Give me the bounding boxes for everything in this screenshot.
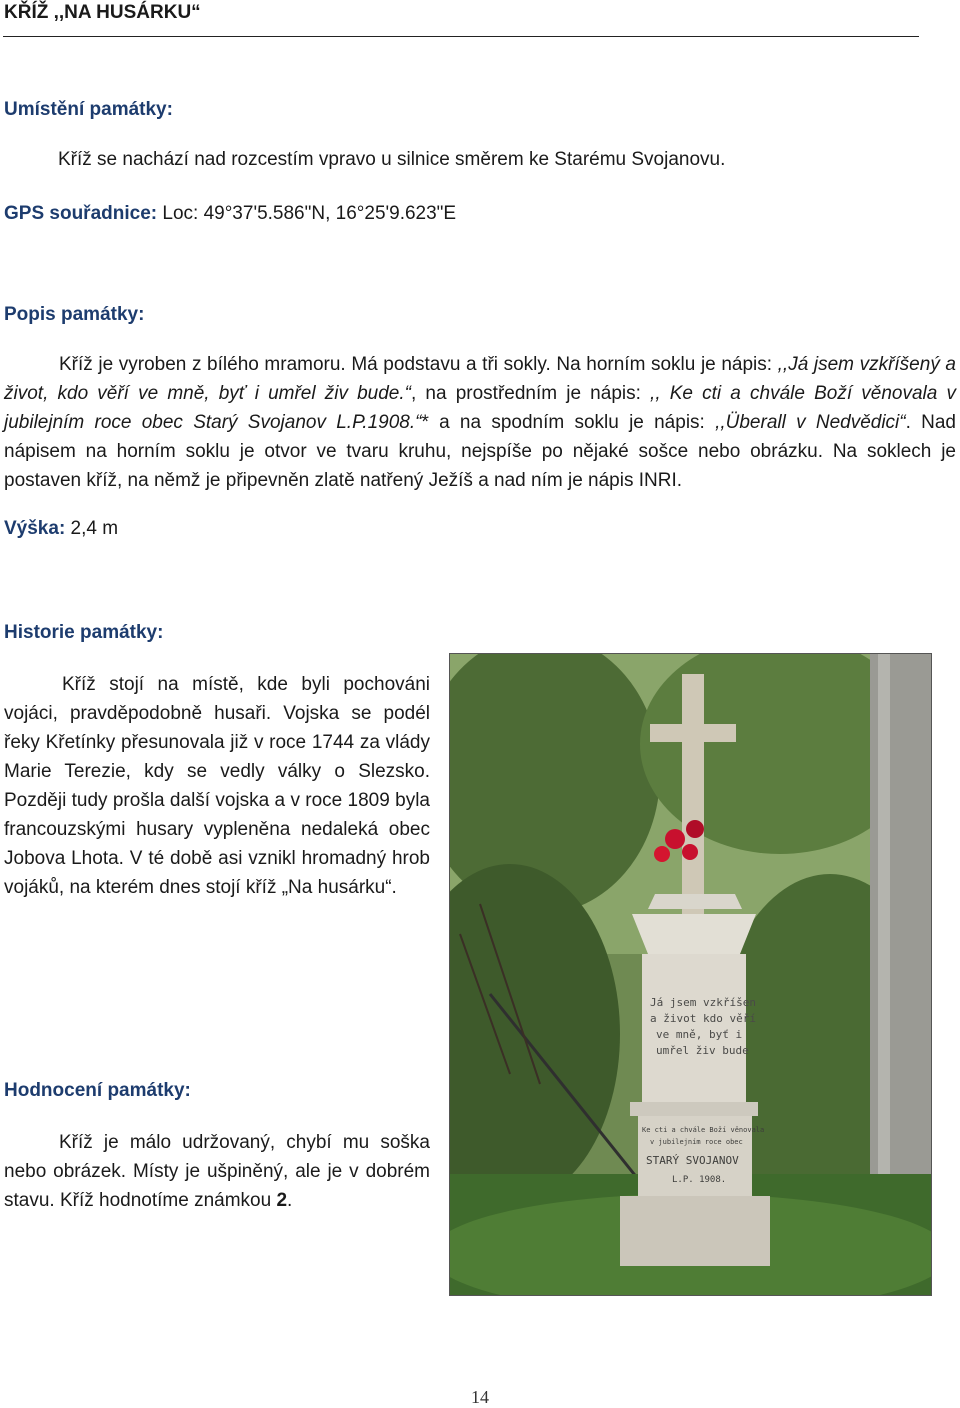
description-text [4, 350, 956, 495]
location-heading: Umístění památky: [4, 99, 173, 120]
gps-label: GPS souřadnice: [4, 203, 158, 224]
rating-body: Kříž je málo udržovaný, chybí mu soška nebo obrázek. Místy je ušpiněný, ale je v dobrém stavu. Kříž hodnotíme známkou [4, 1132, 430, 1211]
gps-line [4, 203, 456, 225]
height-value: 2,4 m [65, 518, 119, 539]
cross-photo-illustration [450, 654, 931, 1295]
description-part-3: * a na spodním soklu je nápis: [421, 412, 716, 433]
description-part-4: . Nad nápisem na horním soklu je otvor ve tvaru kruhu, nejspíše po nějaké sošce nebo obrázku. Na soklech je postaven kříž, na němž je připevněn zlatě natřený Ježíš a nad ním je nápis INRI. [4, 412, 957, 491]
red-flower-4 [682, 844, 698, 860]
upper-inscription-line: ve mně, byť i [656, 1028, 743, 1041]
description-part-2: , na prostředním je nápis: [410, 383, 651, 404]
middle-inscription-line: STARÝ SVOJANOV [646, 1154, 739, 1167]
upper-block-top [632, 914, 756, 954]
upper-inscription-line: umřel živ bude [656, 1044, 749, 1057]
red-flower [665, 829, 685, 849]
red-flower-3 [654, 846, 670, 862]
middle-inscription-quote: ,, Ke cti a chvále Boží věnovala v jubilejním roce obec Starý Svojanov L.P.1908.“ [4, 383, 956, 433]
height-label: Výška: [4, 518, 66, 539]
middle-inscription-line: L.P. 1908. [672, 1175, 727, 1185]
location-text: Kříž se nachází nad rozcestím vpravo u silnice směrem ke Starému Svojanovu. [58, 149, 726, 170]
red-flower-2 [686, 820, 704, 838]
cap-stone [648, 894, 742, 909]
history-text: Kříž stojí na místě, kde byli pochováni vojáci, pravděpodobně husaři. Vojska se podél řeky Křetínky přesunovala již v roce 1744 za vlády Marie Terezie, kdy se vedly války o Slezsko. Později tudy prošla další vojska a v roce 1809 byla francouzskými husary vypleněna nedaleká obec Jobova Lhota. V té době asi vznikl hromadný hrob vojáků, na kterém dnes stojí kříž „Na husárku“. [4, 674, 430, 898]
rating-heading: Hodnocení památky: [4, 1080, 191, 1101]
lower-sokl [620, 1196, 770, 1266]
cross-arm [650, 724, 736, 742]
middle-inscription-line: Ke cti a chvále Boží věnovala [642, 1126, 765, 1134]
page-number: 14 [471, 1387, 489, 1407]
height-line [4, 518, 118, 540]
upper-inscription-line: Já jsem vzkříšen [650, 996, 756, 1009]
gps-value: Loc: 49°37'5.586"N, 16°25'9.623"E [157, 203, 457, 224]
rating-text [4, 1128, 430, 1215]
middle-inscription-line: v jubilejním roce obec [650, 1138, 743, 1146]
title-underline [3, 36, 919, 37]
description-heading: Popis památky: [4, 304, 145, 325]
monument-photo [449, 653, 932, 1296]
page-title: KŘÍŽ ,,NA HUSÁRKU“ [4, 2, 201, 23]
rating-grade: 2 [276, 1190, 288, 1211]
upper-inscription-quote: ,,Já jsem vzkříšený a život, kdo věří ve mně, byť i umřel živ bude.“ [4, 354, 956, 404]
lower-inscription-quote: ,,Überall v Nedvědici“ [715, 412, 906, 433]
cross-shaft [682, 674, 704, 914]
ledge [630, 1102, 758, 1116]
rating-end: . [287, 1190, 293, 1211]
description-part-1: Kříž je vyroben z bílého mramoru. Má podstavu a tři sokly. Na horním soklu je nápis: [59, 354, 778, 375]
upper-inscription-line: a život kdo věří [650, 1012, 756, 1025]
history-heading: Historie památky: [4, 622, 164, 643]
